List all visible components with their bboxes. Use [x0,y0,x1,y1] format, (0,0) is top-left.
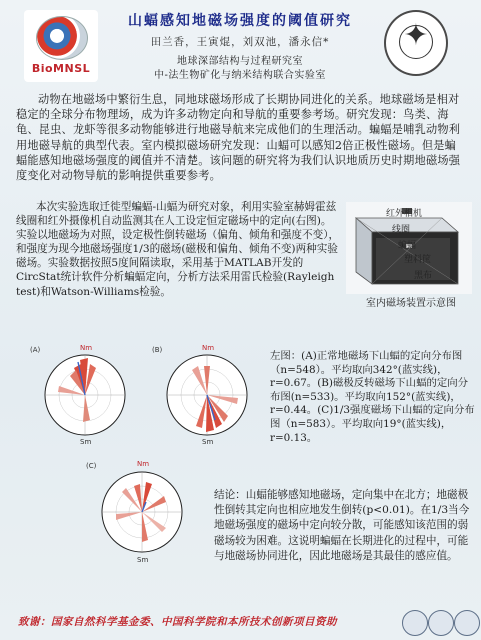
footer [0,606,481,640]
poster-title: 山蝠感知地磁场强度的阈值研究 [128,13,352,29]
label-bat: 蝙蝠 [398,241,417,251]
rose-b-south-label: Sm [202,438,214,446]
compass-star-icon: ✦ [403,18,429,53]
institute-seal-icon [384,10,448,76]
results-caption: 左图：(A)正常地磁场下山蝠的定向分布图（n=548）。平均取向342°(蓝实线)，r=0.67。(B)磁极反转磁场下山蝠的定向分布图(n=533)。平均取向152°(蓝实线)，r=0.44。(C)1/3强度磁场下山蝠的定向分布图（n=583）。平均取向19°(蓝实线)，r=0.13。 [270,350,475,444]
cas-seal-icon [428,610,454,636]
apparatus-caption: 室内磁场装置示意图 [366,298,456,309]
institute-footer-seal-icon [454,610,480,636]
authors: 田兰香，王寅焜，刘双池，潘永信* [150,36,330,48]
rose-a-south-label: Sm [80,438,92,446]
rose-a-panel-label: (A) [30,346,41,354]
rose-b-panel-label: (B) [152,346,163,354]
rose-b-svg [152,340,262,450]
label-black-cloth: 黑布 [414,271,433,281]
rose-b-north-label: Nm [202,344,215,352]
biomnsl-logo [24,10,98,82]
rose-c-south-label: Sm [137,556,149,564]
logo-text: BioMNSL [31,62,91,75]
rose-c-panel-label: (C) [86,462,97,470]
rose-a-svg [30,340,140,450]
rose-a-north-label: Nm [80,344,93,352]
affiliation-2: 中-法生物矿化与纳米结构联合实验室 [154,70,326,81]
rose-diagram-a [30,340,140,450]
rose-c-north-label: Nm [137,460,150,468]
acknowledgement: 致谢：国家自然科学基金委、中国科学院和本所技术创新项目资助 [18,616,337,628]
methods-paragraph: 本次实验选取迁徙型蝙蝠-山蝠为研究对象，利用实验室赫姆霍兹线圈和红外摄像机自动监测其在人工设定恒定磁场中的定向(右图)。实验以地磁场为对照，设定极性倒转磁场（偏角、倾角和强度不变），和强度为现今地磁场强度1/3的磁场(磁极和偏角、倾角不变)两种实验磁场。实验数据按照5度间隔读取，采用基于MATLAB开发的CircStat统计软件分析蝙蝠定向，分析方法采用雷氏检验(Rayleigh test)和Watson-Williams检验。 [16,201,340,298]
introduction-paragraph: 动物在地磁场中繁衍生息，同地球磁场形成了长期协同进化的关系。地球磁场是相对稳定的全球分布物理场，成为许多动物定向和导航的重要参考场。研究发现：鸟类、海龟、昆虫、龙虾等很多动物能够进行地磁导航来完成他们的生理活动。蝙蝠是哺乳动物利用地磁导航的典型代表。室内模拟磁场研究发现：山蝠可以感知2倍正极性磁场。但是蝙蝠能感知地磁场强度的阈值并不清楚。该问题的研究将为我们认识地质历史时期地磁场强度变化对动物导航的影响提供重要参考。 [16,93,461,183]
rose-diagram-c [86,456,198,568]
label-plastic-basket: 塑料筐 [404,255,432,265]
rose-c-svg [86,456,198,568]
label-infrared-camera: 红外相机 [386,209,423,219]
logo-emblem-icon [36,16,88,60]
conclusion-paragraph: 结论：山蝠能够感知地磁场，定向集中在北方；地磁极性倒转其定向也相应地发生倒转(p<0.01)。在1/3当今地磁场强度的磁场中定向较分散，可能感知该范围的弱磁场较为困难。这说明蝙蝠在长期进化的过程中，可能与地磁场协同进化，因此地磁场是其最佳的感应值。 [214,489,470,562]
affiliation-1: 地球深部结构与过程研究室 [177,56,303,67]
nsfc-seal-icon [402,610,428,636]
label-coil: 线圈 [392,225,411,235]
rose-diagram-b [152,340,262,450]
